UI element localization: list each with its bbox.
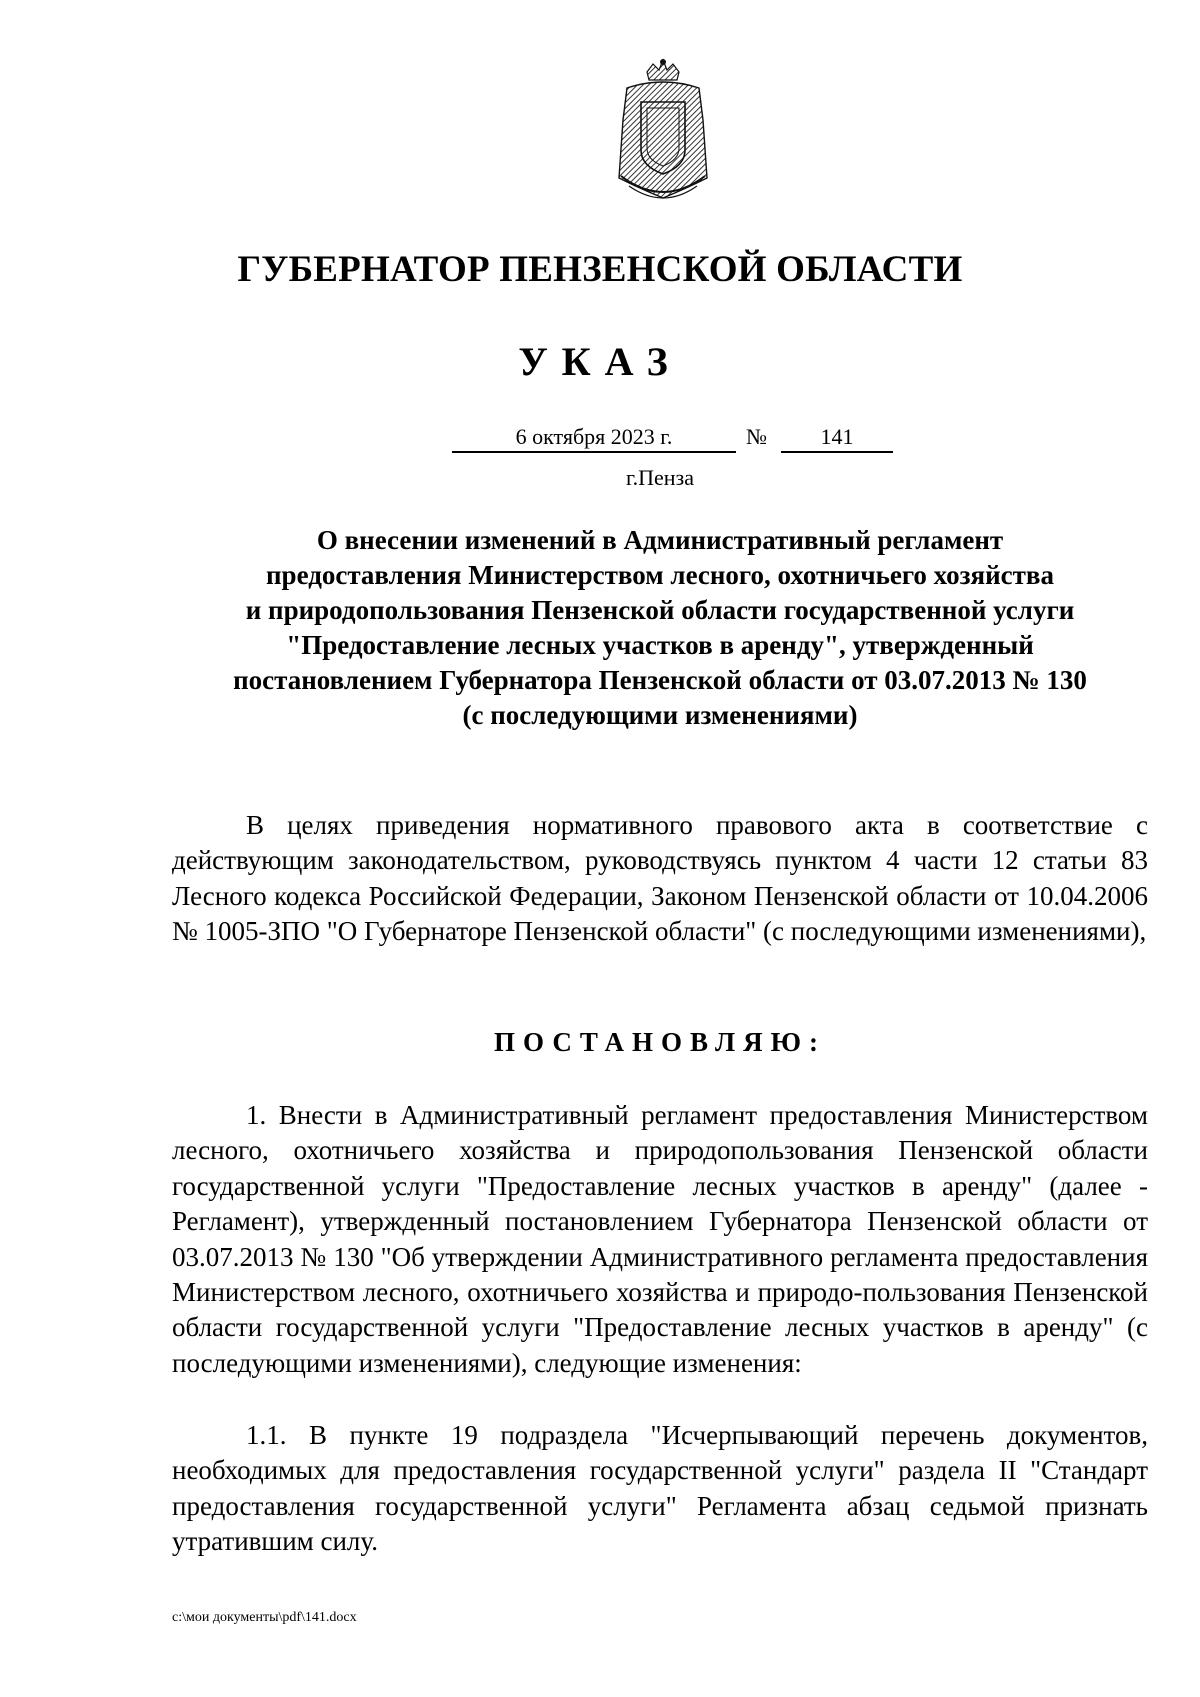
- document-type-heading: УКАЗ: [518, 339, 682, 384]
- coat-of-arms-emblem: [607, 58, 719, 204]
- title-line: "Предоставление лесных участков в аренду", утвержденный: [286, 630, 1034, 660]
- authority-heading: ГУБЕРНАТОР ПЕНЗЕНСКОЙ ОБЛАСТИ: [237, 249, 963, 290]
- preamble-paragraph: В целях приведения нормативного правового акта в соответствие с действующим законодательством, руководствуясь пунктом 4 части 12 статьи 83 Лесного кодекса Российской Федерации, Законом Пензенской области от 10.04.2006 № 1005-ЗПО "О Губернаторе Пензенской области" (с последующими изменениями),: [172, 810, 1148, 947]
- city-name: г.Пенза: [626, 465, 694, 490]
- decree-date: 6 октября 2023 г.: [452, 424, 736, 453]
- decree-number: 141: [781, 424, 893, 453]
- item-1-paragraph: 1. Внести в Административный регламент предоставления Министерством лесного, охотничьего хозяйства и природопользования Пензенской области государственной услуги "Предоставление лесных участков в аренду" (далее - Регламент), утвержденный постановлением Губернатора Пензенской области от 03.07.2013 № 130 "Об утверждении Административного регламента предоставления Министерством лесного, охотничьего хозяйства и природо-пользования Пензенской области государственной услуги "Предоставление лесных участков в аренду" (с последующими изменениями), следующие изменения:: [172, 1100, 1148, 1378]
- decree-word: ПОСТАНОВЛЯЮ:: [494, 1027, 826, 1057]
- footer-file-path: c:\мои документы\pdf\141.docx: [172, 1610, 357, 1625]
- item-1-1-paragraph: 1.1. В пункте 19 подраздела "Исчерпывающий перечень документов, необходимых для предоставления государственной услуги" раздела II "Стандарт предоставления государственной услуги" Регламента абзац седьмой признать утратившим силу.: [172, 1420, 1148, 1557]
- title-line: постановлением Губернатора Пензенской области от 03.07.2013 № 130: [233, 665, 1087, 695]
- title-line: О внесении изменений в Административный регламент: [316, 525, 1004, 555]
- title-line: и природопользования Пензенской области государственной услуги: [245, 595, 1075, 625]
- document-title: [172, 523, 1148, 733]
- title-line: предоставления Министерством лесного, охотничьего хозяйства: [266, 560, 1054, 590]
- number-sign: №: [746, 424, 767, 449]
- title-line: (с последующими изменениями): [462, 700, 858, 730]
